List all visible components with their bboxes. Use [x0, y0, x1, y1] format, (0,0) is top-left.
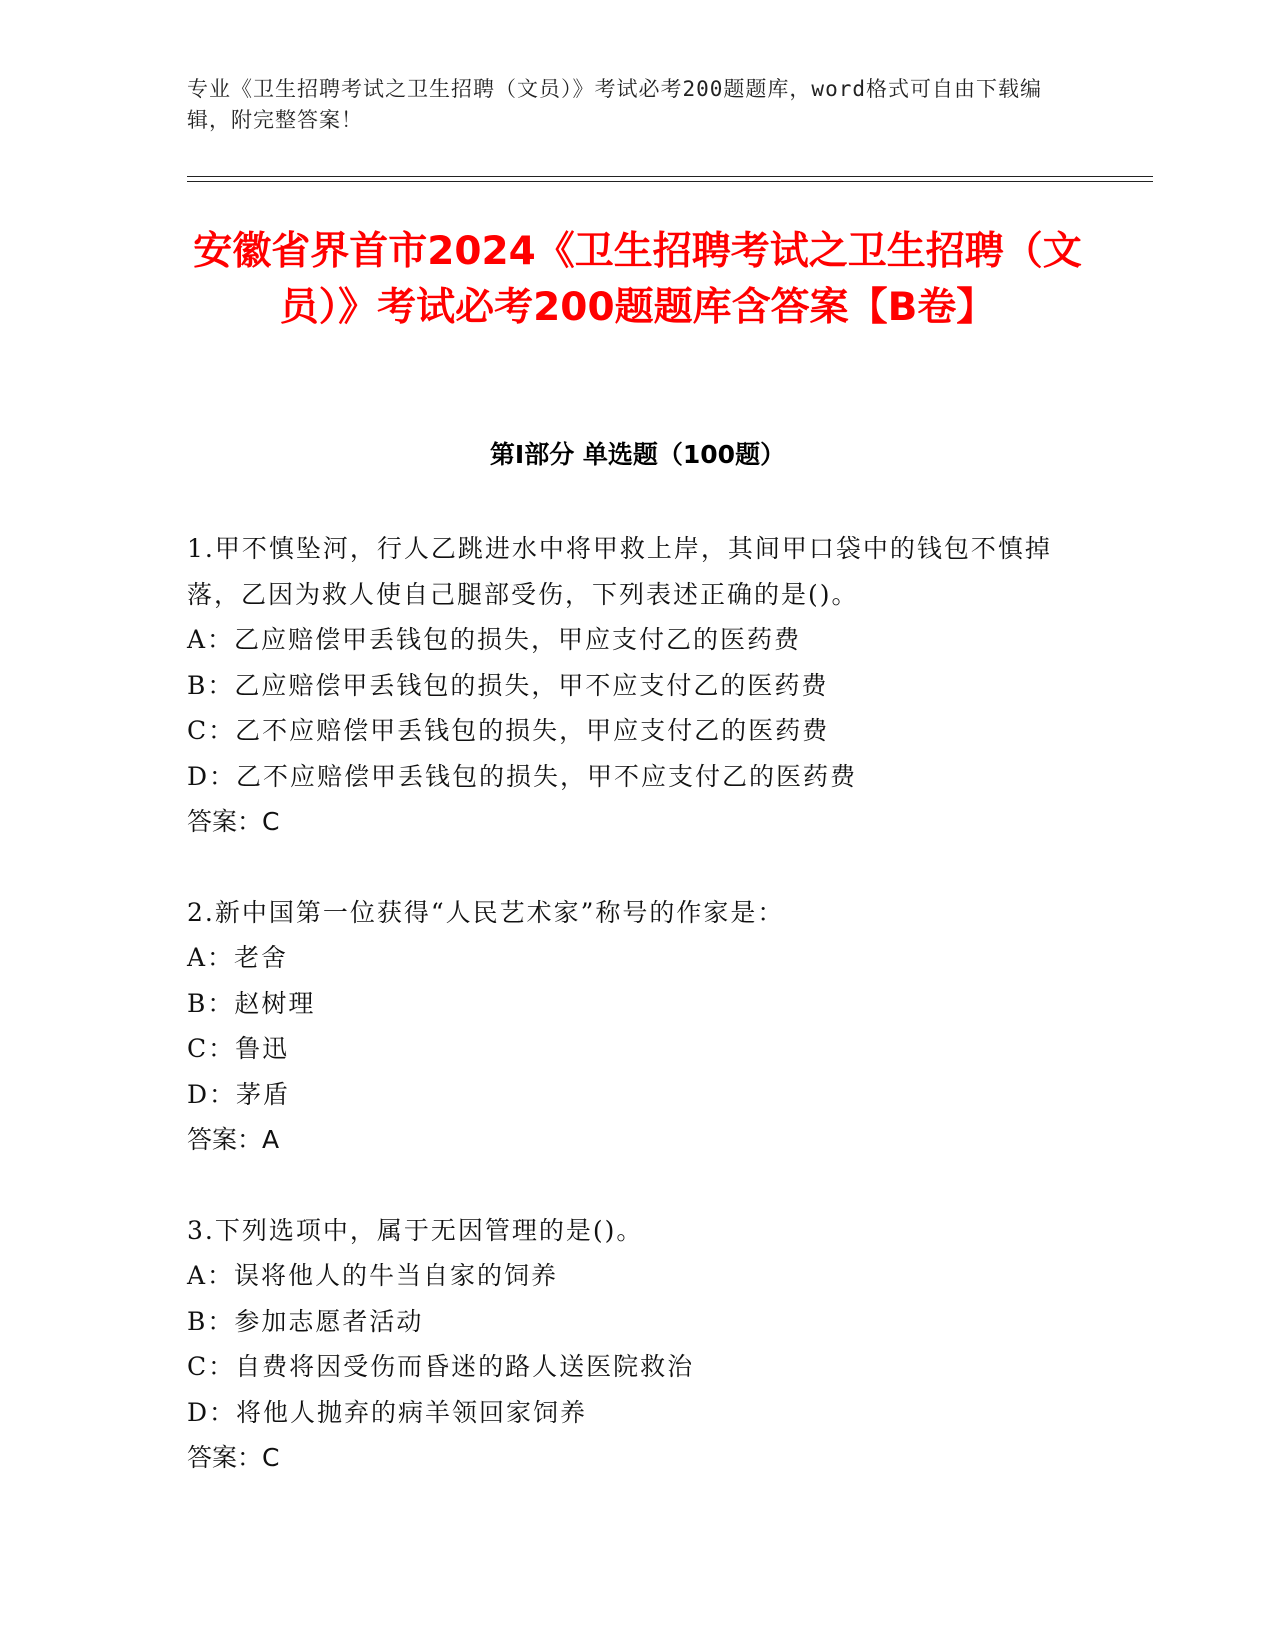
question-3	[187, 1208, 1067, 1481]
option-b: B：参加志愿者活动	[187, 1306, 424, 1336]
option-a: A：老舍	[187, 943, 289, 972]
answer: 答案：C	[187, 807, 280, 836]
option-b: B：乙应赔偿甲丢钱包的损失，甲不应支付乙的医药费	[187, 670, 829, 700]
option-d: D：将他人抛弃的病羊领回家饲养	[187, 1397, 588, 1427]
header-divider-bottom	[187, 181, 1153, 182]
question-2	[187, 890, 1067, 1163]
question-1	[187, 526, 1067, 845]
answer: 答案：A	[187, 1125, 280, 1154]
header-divider-top	[187, 176, 1153, 177]
option-c: C：鲁迅	[187, 1034, 290, 1063]
option-d: D：乙不应赔偿甲丢钱包的损失，甲不应支付乙的医药费	[187, 761, 858, 791]
question-stem: 3.下列选项中，属于无因管理的是()。	[187, 1215, 644, 1245]
document-title: 安徽省界首市2024《卫生招聘考试之卫生招聘（文员）》考试必考200题题库含答案【B卷】	[193, 229, 1082, 330]
option-a: A：乙应赔偿甲丢钱包的损失，甲应支付乙的医药费	[187, 625, 802, 654]
option-d: D：茅盾	[187, 1079, 291, 1109]
section-heading: 第I部分 单选题（100题）	[489, 440, 786, 469]
question-stem: 2.新中国第一位获得“人民艺术家”称号的作家是：	[187, 897, 785, 927]
option-a: A：误将他人的牛当自家的饲养	[187, 1261, 559, 1290]
answer: 答案：C	[187, 1443, 280, 1472]
question-stem: 1.甲不慎坠河，行人乙跳进水中将甲救上岸，其间甲口袋中的钱包不慎掉落，乙因为救人使自己腿部受伤，下列表述正确的是()。	[187, 534, 1052, 609]
option-c: C：自费将因受伤而昏迷的路人送医院救治	[187, 1352, 695, 1381]
header-note: 专业《卫生招聘考试之卫生招聘（文员）》考试必考200题题库，word格式可自由下载编辑，附完整答案！	[187, 77, 1042, 132]
option-c: C：乙不应赔偿甲丢钱包的损失，甲应支付乙的医药费	[187, 716, 830, 745]
question-list	[187, 526, 1067, 1526]
option-b: B：赵树理	[187, 988, 316, 1018]
